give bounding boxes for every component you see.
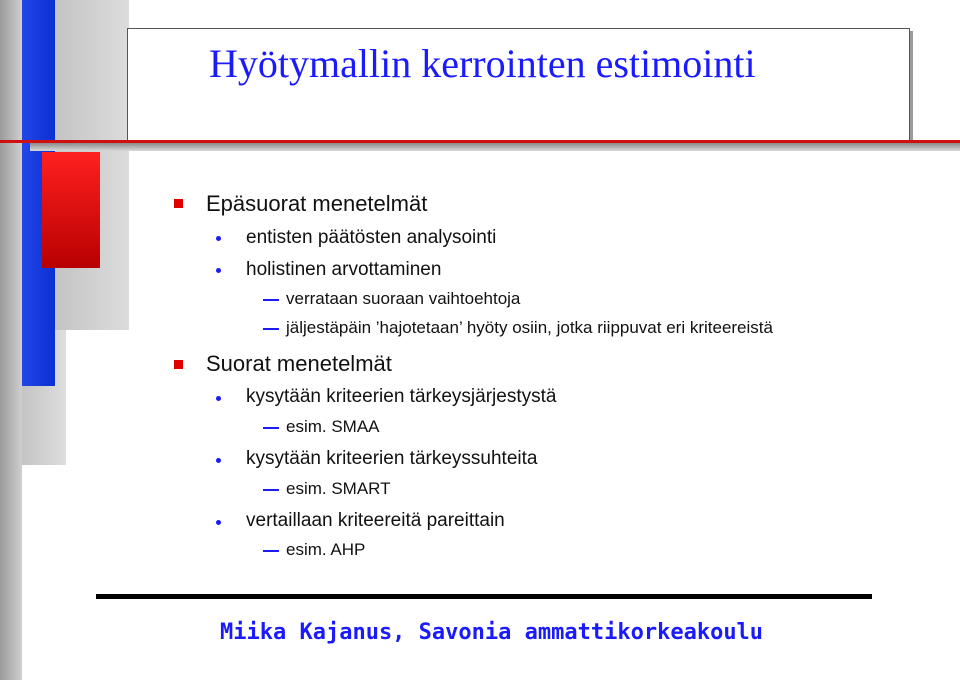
- dot-bullet-icon: [216, 268, 221, 273]
- outline-item: jäljestäpäin ’hajotetaan’ hyöty osiin, jotka riippuvat eri kriteereistä: [286, 318, 773, 337]
- decorative-red-block: [42, 152, 100, 268]
- slide-footer: Miika Kajanus, Savonia ammattikorkeakoulu: [220, 620, 764, 645]
- dash-bullet-icon: [263, 328, 279, 330]
- dash-bullet-icon: [263, 299, 279, 301]
- dot-bullet-icon: [216, 458, 221, 463]
- outline-item: Epäsuorat menetelmät: [206, 191, 428, 216]
- dot-bullet-icon: [216, 520, 221, 525]
- dot-bullet-icon: [216, 236, 221, 241]
- footer-rule: [96, 594, 872, 599]
- outline-item: esim. SMART: [286, 479, 391, 498]
- title-gray-rule: [30, 143, 960, 151]
- slide-title: Hyötymallin kerrointen estimointi: [209, 41, 756, 86]
- dash-bullet-icon: [263, 427, 279, 429]
- square-bullet-icon: [174, 199, 183, 208]
- dot-bullet-icon: [216, 396, 221, 401]
- outline-item: entisten päätösten analysointi: [246, 227, 497, 248]
- outline-item: kysytään kriteerien tärkeysjärjestystä: [246, 386, 557, 407]
- decorative-gray-strip: [0, 0, 22, 680]
- outline-item: kysytään kriteerien tärkeyssuhteita: [246, 448, 538, 469]
- square-bullet-icon: [174, 360, 183, 369]
- dash-bullet-icon: [263, 489, 279, 491]
- outline-item: esim. AHP: [286, 540, 366, 559]
- outline-item: verrataan suoraan vaihtoehtoja: [286, 289, 521, 308]
- outline-item: Suorat menetelmät: [206, 351, 392, 376]
- dash-bullet-icon: [263, 550, 279, 552]
- outline-item: holistinen arvottaminen: [246, 259, 442, 280]
- outline-item: vertaillaan kriteereitä pareittain: [246, 510, 505, 531]
- outline-item: esim. SMAA: [286, 417, 380, 436]
